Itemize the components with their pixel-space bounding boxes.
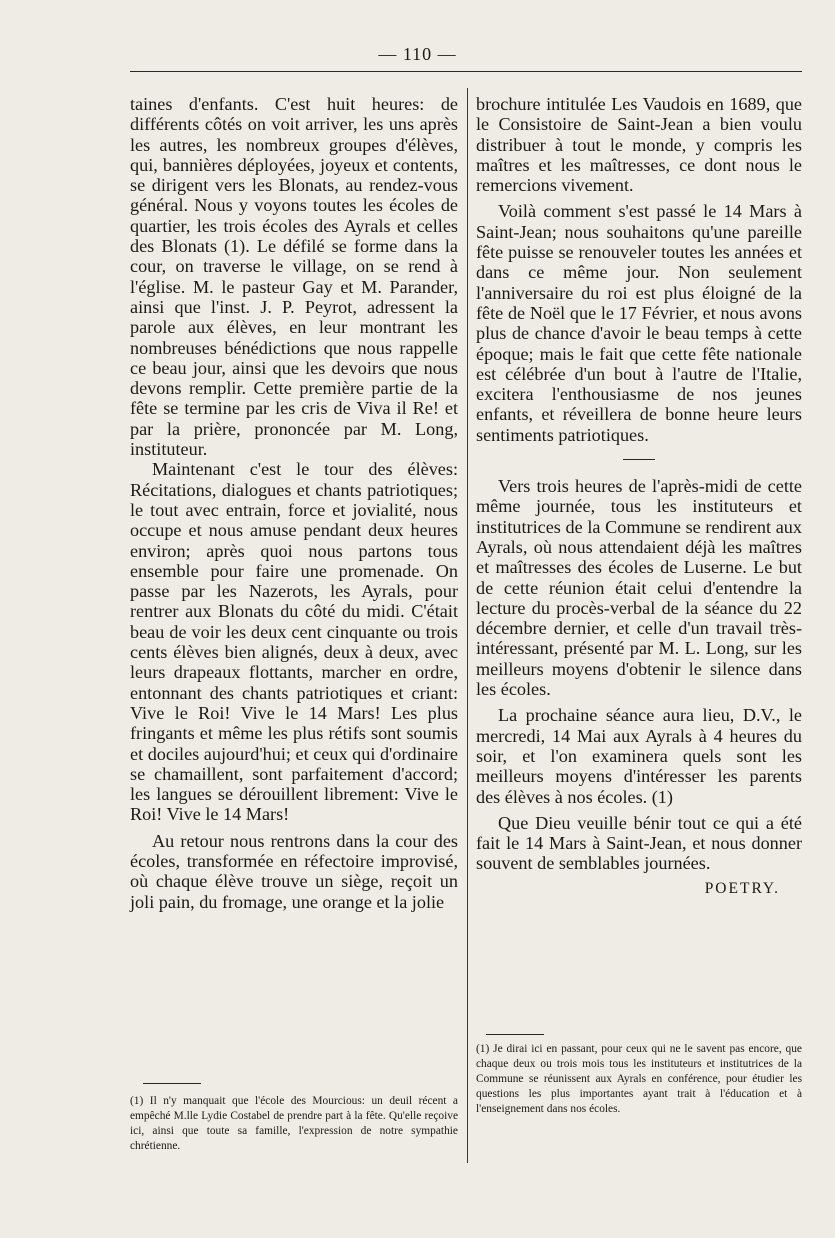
body-paragraph: Au retour nous rentrons dans la cour des écoles, transformée en réfectoire improvisé, où chaque élève trouve un siège, reçoit un joli pain, du fromage, une orange et la jolie bbox=[130, 830, 458, 912]
section-separator bbox=[623, 459, 655, 460]
footnote-rule bbox=[486, 1034, 544, 1035]
footnote: (1) Je dirai ici en passant, pour ceux qui ne le savent pas encore, que chaque deux ou trois mois tous les instituteurs et institutrices de la Commune se réunissent aux Ayrals en conférence, pour étudier les questions les plus importantes ayant trait à l'éducation et à l'enseignement dans nos écoles. bbox=[476, 1043, 802, 1115]
body-paragraph: taines d'enfants. C'est huit heures: de différents côtés on voit arriver, les uns après les autres, les nombreux groupes d'élèves, qui, bannières déployées, joyeux et contents, se dirigent vers les Blonats, au rendez-vous général. Nous y voyons toutes les écoles de quartier, les trois écoles des Ayrals et celles des Blonats (1). Le défilé se forme dans la cour, on traverse le village, on se rend à l'église. M. le pasteur Gay et M. Parander, ainsi que l'inst. J. P. Peyrot, adressent la parole aux élèves, en leur montrant les nombreuses bénédictions que nous rappelle ce beau jour, ainsi que les devoirs que nous devons remplir. Cette première partie de la fête se termine par les cris de Viva il Re! et par la prière, prononcée par M. Long, instituteur. bbox=[130, 94, 458, 460]
right-column bbox=[476, 94, 802, 898]
body-paragraph: Voilà comment s'est passé le 14 Mars à Saint-Jean; nous souhaitons qu'une pareille fête puisse se renouveler toutes les années et dans ce même jour. Non seulement l'anniversaire du roi est plus éloigné de la fête de Noël que le 17 Février, et nous avons plus de chance d'avoir le beau temps à cette époque; mais le fait que cette fête nationale est célébrée d'un bout à l'autre de l'Italie, excitera l'enthousiasme de nos jeunes enfants, et réveillera de bonne heure leurs sentiments patriotiques. bbox=[476, 201, 802, 445]
body-paragraph: Vers trois heures de l'après-midi de cette même journée, tous les instituteurs et institutrices de la Commune se rendirent aux Ayrals, où nous attendaient déjà les maîtres et maîtresses des écoles de Luserne. Le but de cette réunion était celui d'entendre la lecture du procès-verbal de la séance du 22 décembre dernier, et celle d'un travail très-intéressant, présenté par M. L. Long, sur les meilleurs moyens d'obtenir le silence dans les écoles. bbox=[476, 476, 802, 700]
left-column bbox=[130, 94, 458, 912]
body-paragraph: brochure intitulée Les Vaudois en 1689, que le Consistoire de Saint-Jean a bien voulu distribuer à tout le monde, y compris les maîtres et les maîtresses, ce dont nous le remercions vivement. bbox=[476, 94, 802, 196]
header-rule bbox=[130, 71, 802, 72]
body-paragraph: Que Dieu veuille bénir tout ce qui a été fait le 14 Mars à Saint-Jean, et nous donner souvent de semblables journées. bbox=[476, 812, 802, 874]
column-divider bbox=[467, 88, 468, 1163]
author-signature: POETRY. bbox=[704, 879, 780, 897]
page-number: — 110 — bbox=[378, 44, 457, 64]
body-paragraph: Maintenant c'est le tour des élèves: Récitations, dialogues et chants patriotiques; le tout avec entrain, force et jovialité, nous occupe et nous amuse pendant deux heures environ; après quoi nous partons tous ensemble pour faire une promenade. On passe par les Nazerots, les Ayrals, pour rentrer aux Blonats du côté du midi. C'était beau de voir les deux cent cinquante ou trois cents élèves bien alignés, deux à deux, avec leurs drapeaux flottants, marcher en ordre, entonnant des chants patriotiques et criant: Vive le Roi! Vive le 14 Mars! Les plus fringants et même les plus rétifs sont soumis et dociles aujourd'hui; et ceux qui d'ordinaire se chamaillent, sont parfaitement d'accord; les langues se dérouillent librement: Vive le Roi! Vive le 14 Mars! bbox=[130, 459, 458, 825]
footnote: (1) Il n'y manquait que l'école des Mourcious: un deuil récent a empêché M.lle Lydie Costabel de prendre part à la fête. Qu'elle reçoive ici, ainsi que toute sa famille, l'expression de notre sympathie chrétienne. bbox=[130, 1095, 458, 1152]
body-paragraph: La prochaine séance aura lieu, D.V., le mercredi, 14 Mai aux Ayrals à 4 heures du soir, et l'on examinera quels sont les meilleurs moyens d'intéresser les parents des élèves à nos écoles. (1) bbox=[476, 705, 802, 807]
footnote-rule bbox=[143, 1083, 201, 1084]
